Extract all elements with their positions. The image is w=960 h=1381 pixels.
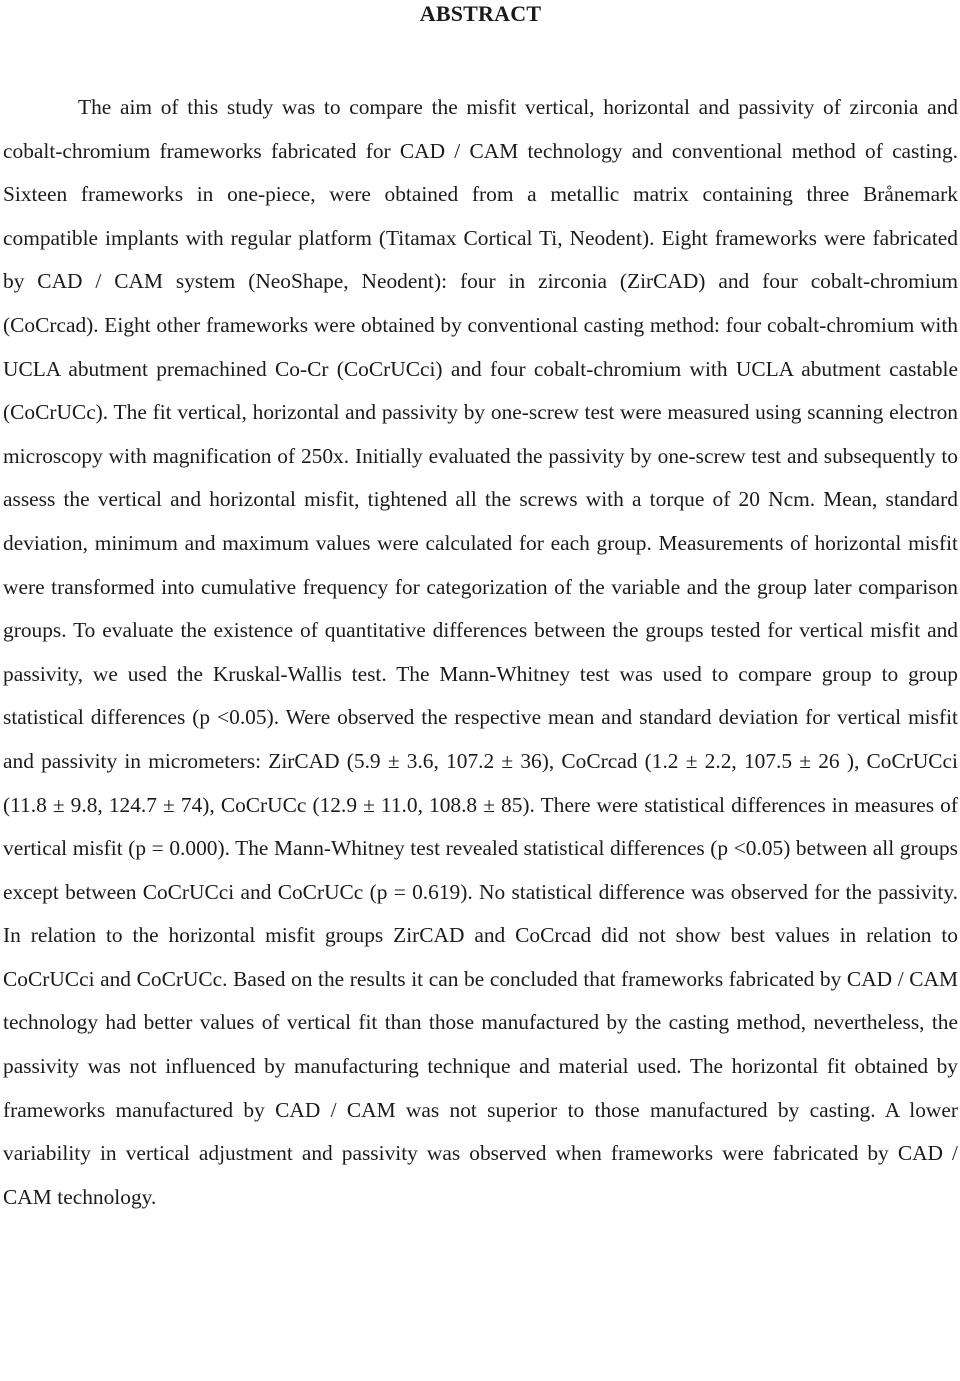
abstract-heading: ABSTRACT [419, 1, 542, 26]
abstract-paragraph: The aim of this study was to compare the misfit vertical, horizontal and passivity of zirconia and cobalt-chromium frameworks fabricated for CAD / CAM technology and conventional method of casting. Sixteen frameworks in one-piece, were obtained from a metallic matrix containing three Brånemark compatible implants with regular platform (Titamax Cortical Ti, Neodent). Eight frameworks were fabricated by CAD / CAM system (NeoShape, Neodent): four in zirconia (ZirCAD) and four cobalt-chromium (CoCrcad). Eight other frameworks were obtained by conventional casting method: four cobalt-chromium with UCLA abutment premachined Co-Cr (CoCrUCci) and four cobalt-chromium with UCLA abutment castable (CoCrUCc). The fit vertical, horizontal and passivity by one-screw test were measured using scanning electron microscopy with magnification of 250x. Initially evaluated the passivity by one-screw test and subsequently to assess the vertical and horizontal misfit, tightened all the screws with a torque of 20 Ncm. Mean, standard deviation, minimum and maximum values were calculated for each group. Measurements of horizontal misfit were transformed into cumulative frequency for categorization of the variable and the group later comparison groups. To evaluate the existence of quantitative differences between the groups tested for vertical misfit and passivity, we used the Kruskal-Wallis test. The Mann-Whitney test was used to compare group to group statistical differences (p <0.05). Were observed the respective mean and standard deviation for vertical misfit and passivity in micrometers: ZirCAD (5.9 ± 3.6, 107.2 ± 36), CoCrcad (1.2 ± 2.2, 107.5 ± 26 ), CoCrUCci (11.8 ± 9.8, 124.7 ± 74), CoCrUCc (12.9 ± 11.0, 108.8 ± 85). There were statistical differences in measures of vertical misfit (p = 0.000). The Mann-Whitney test revealed statistical differences (p <0.05) between all groups except between CoCrUCci and CoCrUCc (p = 0.619). No statistical difference was observed for the passivity. In relation to the horizontal misfit groups ZirCAD and CoCrcad did not show best values in relation to CoCrUCci and CoCrUCc. Based on the results it can be concluded that frameworks fabricated by CAD / CAM technology had better values of vertical fit than those manufactured by the casting method, nevertheless, the passivity was not influenced by manufacturing technique and material used. The horizontal fit obtained by frameworks manufactured by CAD / CAM was not superior to those manufactured by casting. A lower variability in vertical adjustment and passivity was observed when frameworks were fabricated by CAD / CAM technology. [3, 95, 958, 1209]
